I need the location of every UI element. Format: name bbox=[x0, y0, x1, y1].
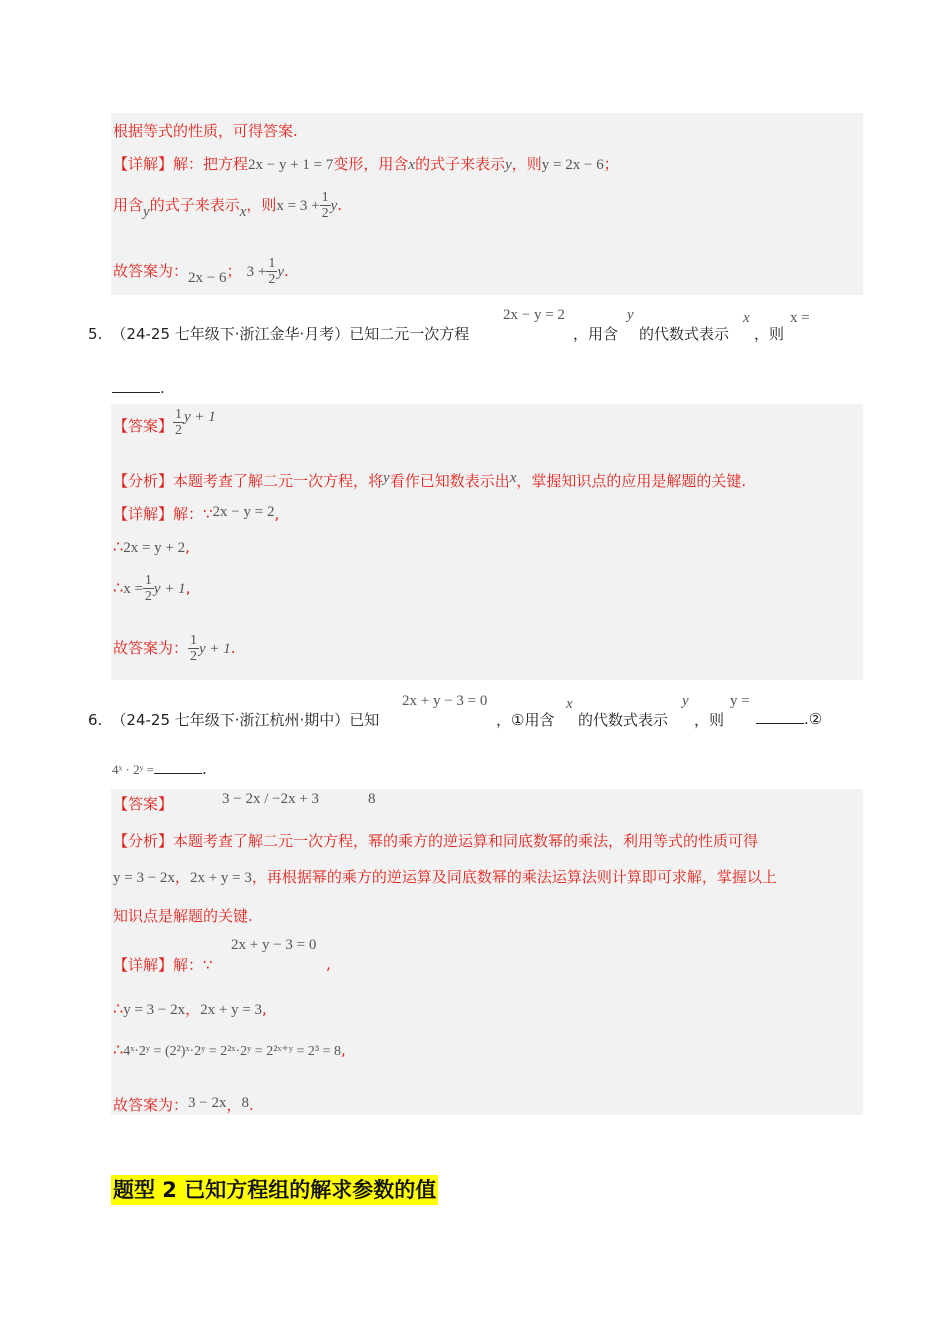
answer-line: 【答案】 bbox=[113, 795, 174, 813]
q6-var-y: y bbox=[682, 693, 689, 709]
detail-comma: , bbox=[326, 955, 331, 973]
q5-var-y: y bbox=[627, 307, 634, 323]
q6-text: 的代数式表示 bbox=[578, 711, 669, 729]
text-line: 根据等式的性质，可得答案. bbox=[113, 122, 298, 140]
step-line: ∴x = $\frac{1}{2}$ y + 1, bbox=[113, 573, 191, 604]
final-answer-line: 故答案为：3 − 2x，8. bbox=[113, 1095, 254, 1114]
q6-result: y = bbox=[730, 693, 750, 709]
q5-text: 的代数式表示 bbox=[639, 325, 730, 343]
detail-line: 【详解】解：把方程2x − y + 1 = 7变形，用含x的式子来表示y，则y = 2x − 6； bbox=[113, 155, 619, 173]
answer-line: 故答案为：2x − 6； 3 + $\frac{1}{2}$ y. bbox=[113, 256, 289, 287]
q5-text: ，用含 bbox=[573, 325, 619, 343]
answer-value-1: 3 − 2x / −2x + 3 bbox=[222, 791, 320, 807]
step-line: ∴y = 3 − 2x，2x + y = 3, bbox=[113, 999, 267, 1018]
q5-equation: 2x − y = 2 bbox=[503, 307, 565, 323]
q5-var-x: x bbox=[743, 310, 750, 326]
q5-result: x = bbox=[790, 310, 810, 326]
analysis-line: 知识点是解题的关键. bbox=[113, 907, 253, 925]
q6-equation: 2x + y − 3 = 0 bbox=[402, 693, 488, 709]
answer-value-2: 8 bbox=[368, 791, 376, 807]
analysis-line: 【分析】本题考查了解二元一次方程，幂的乘方的逆运算和同底数幂的乘法，利用等式的性质可得 bbox=[113, 832, 759, 850]
q6-var-x: x bbox=[566, 696, 573, 712]
detail-line: 【详解】解：∵ bbox=[113, 956, 213, 974]
detail-line: 用含y的式子来表示x，则x = 3 + $\frac{1}{2}$ y. bbox=[113, 190, 343, 221]
detail-line: 【详解】解：∵2x − y = 2, bbox=[113, 504, 280, 523]
q6-text: ，则 bbox=[694, 711, 725, 729]
final-answer-line: 故答案为： $\frac{1}{2}$ y + 1. bbox=[113, 633, 236, 664]
q6-second-part: 4ˣ · 2ʸ = . bbox=[112, 760, 207, 778]
analysis-line: 【分析】本题考查了解二元一次方程，将y看作已知数表示出x，掌握知识点的应用是解题的关键. bbox=[113, 470, 747, 490]
section-heading: 题型 2 已知方程组的解求参数的值 bbox=[111, 1175, 438, 1205]
q6-text: ，①用含 bbox=[496, 711, 555, 729]
q5-text: ，则 bbox=[754, 325, 785, 343]
q5-answer-blank: . bbox=[112, 378, 165, 397]
question-5: 5. （24-25 七年级下·浙江金华·月考）已知二元一次方程 bbox=[88, 325, 470, 343]
question-6: 6. （24-25 七年级下·浙江杭州·期中）已知 bbox=[88, 711, 380, 729]
step-line: ∴4ˣ·2ʸ = (2²)ˣ·2ʸ = 2²ˣ·2ʸ = 2²ˣ⁺ʸ = 2³ = 8, bbox=[113, 1040, 346, 1059]
analysis-line: y = 3 − 2x，2x + y = 3，再根据幂的乘方的逆运算及同底数幂的乘法运算法则计算即可求解，掌握以上 bbox=[113, 868, 777, 886]
answer-line: 【答案】 $\frac{1}{2}$ y + 1 bbox=[113, 407, 216, 438]
q6-blank: .② bbox=[756, 709, 822, 728]
detail-equation: 2x + y − 3 = 0 bbox=[231, 937, 317, 953]
step-line: ∴2x = y + 2, bbox=[113, 537, 190, 556]
